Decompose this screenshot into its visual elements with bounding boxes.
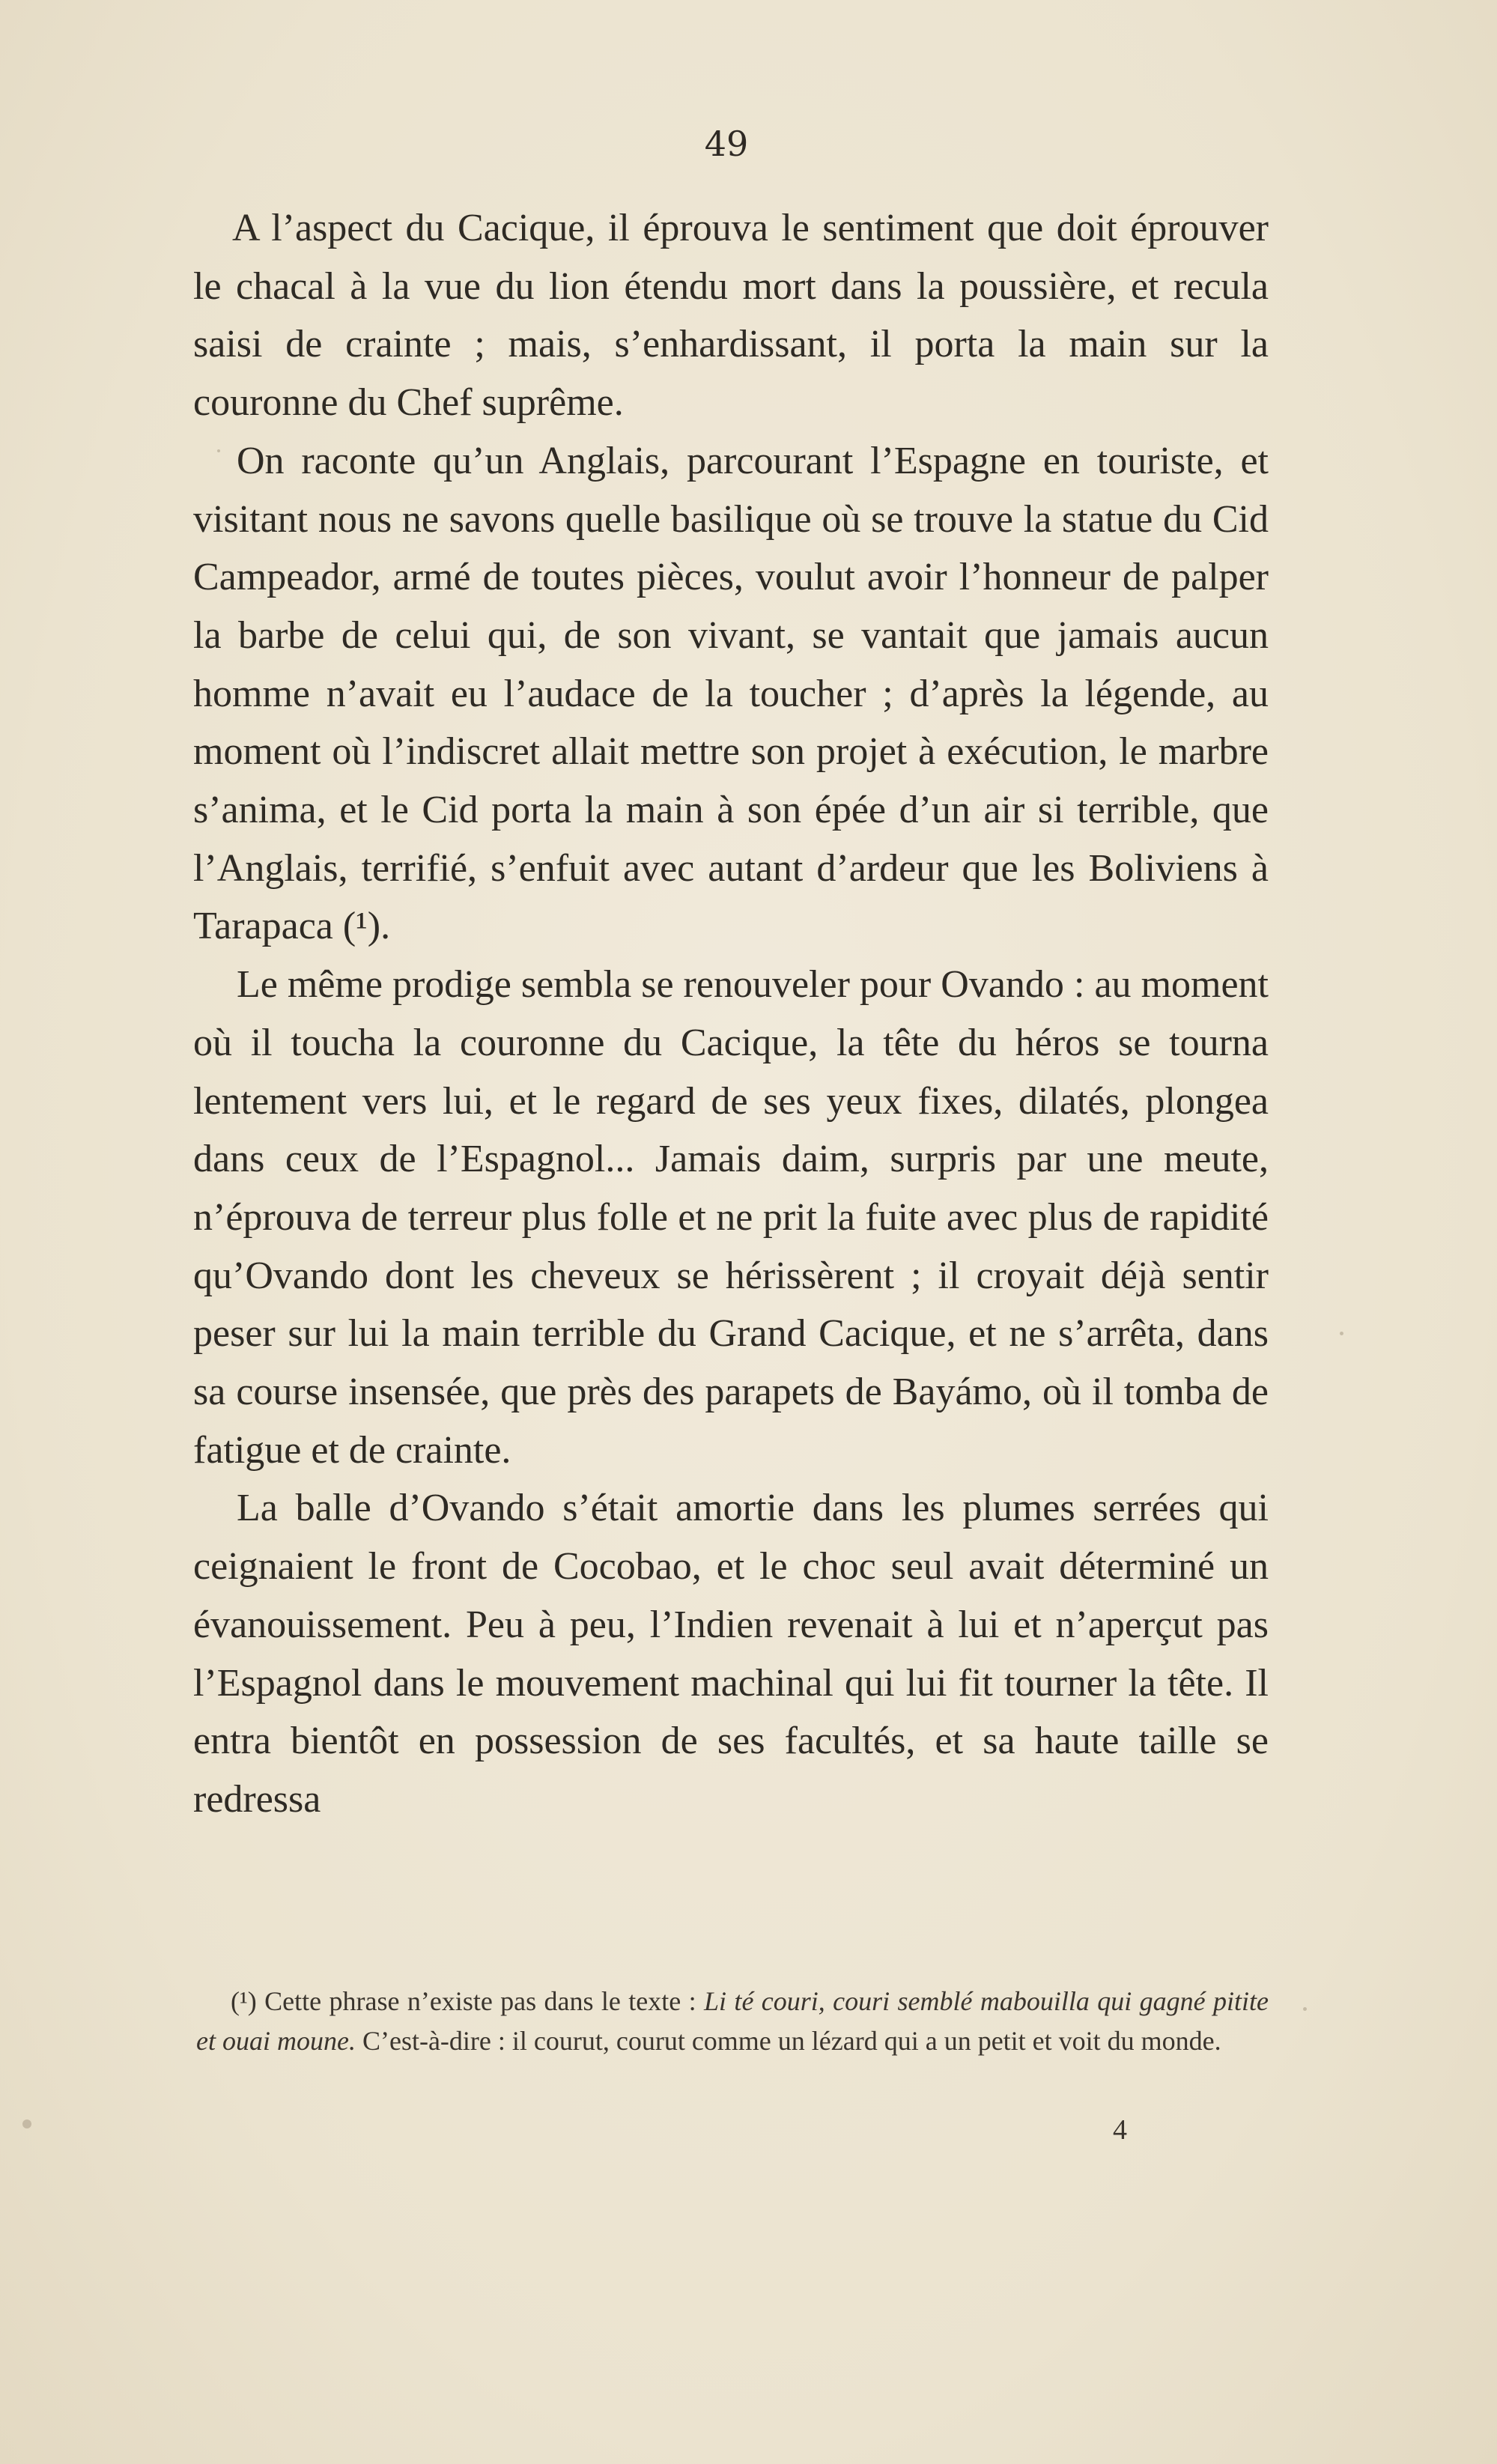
- paper-speck: [22, 2119, 31, 2128]
- footnote-translation: C’est-à-dire : il courut, courut comme un lézard qui a un petit et voit du monde.: [355, 2026, 1221, 2056]
- page-number: 49: [704, 124, 749, 164]
- body-text: [193, 199, 1269, 1829]
- footnote: [196, 1982, 1269, 2061]
- signature-mark: 4: [1113, 2114, 1127, 2146]
- paragraph: La balle d’Ovando s’était amortie dans les plumes serrées qui ceignaient le front de Cocobao, et le choc seul avait déterminé un évanouissement. Peu à peu, l’Indien revenait à lui et n’aperçut pas l’Espagnol dans le mouvement machinal qui lui fit tourner la tête. Il entra bientôt en possession de ses facultés, et sa haute taille se redressa: [193, 1487, 1269, 1821]
- paragraph: On raconte qu’un Anglais, parcourant l’Espagne en touriste, et visitant nous ne savons quelle basilique où se trouve la statue du Cid Campeador, armé de toutes pièces, voulut avoir l’honneur de palper la barbe de celui qui, de son vivant, se vantait que jamais aucun homme n’avait eu l’audace de la toucher ; d’après la légende, au moment où l’indiscret allait mettre son projet à exécution, le marbre s’anima, et le Cid porta la main à son épée d’un air si terrible, que l’Anglais, terrifié, s’enfuit avec autant d’ardeur que les Boliviens à Tarapaca (¹).: [193, 439, 1269, 948]
- footnote-creole-quote: Li té couri, couri semblé mabouilla qui gagné pitite et ouai moune.: [196, 1986, 1269, 2056]
- paper-speck: [1303, 2007, 1307, 2011]
- paragraph: A l’aspect du Cacique, il éprouva le sentiment que doit éprouver le chacal à la vue du lion étendu mort dans la poussière, et recula saisi de crainte ; mais, s’enhardissant, il porta la main sur la couronne du Chef suprême.: [193, 207, 1269, 425]
- paragraph: Le même prodige sembla se renouveler pour Ovando : au moment où il toucha la couronne du Cacique, la tête du héros se tourna lentement vers lui, et le regard de ses yeux fixes, dilatés, plongea dans ceux de l’Espagnol... Jamais daim, surpris par une meute, n’éprouva de terreur plus folle et ne prit la fuite avec plus de rapidité qu’Ovando dont les cheveux se hérissèrent ; il croyait déjà sentir peser sur lui la main terrible du Grand Cacique, et ne s’arrêta, dans sa course insensée, que près des parapets de Bayámo, où il tomba de fatigue et de crainte.: [193, 963, 1269, 1472]
- footnote-lead: (¹) Cette phrase n’existe pas dans le texte :: [231, 1986, 705, 2016]
- paper-speck: [217, 449, 220, 452]
- paper-speck: [1340, 1332, 1343, 1335]
- footnote-paragraph: [196, 1982, 1269, 2061]
